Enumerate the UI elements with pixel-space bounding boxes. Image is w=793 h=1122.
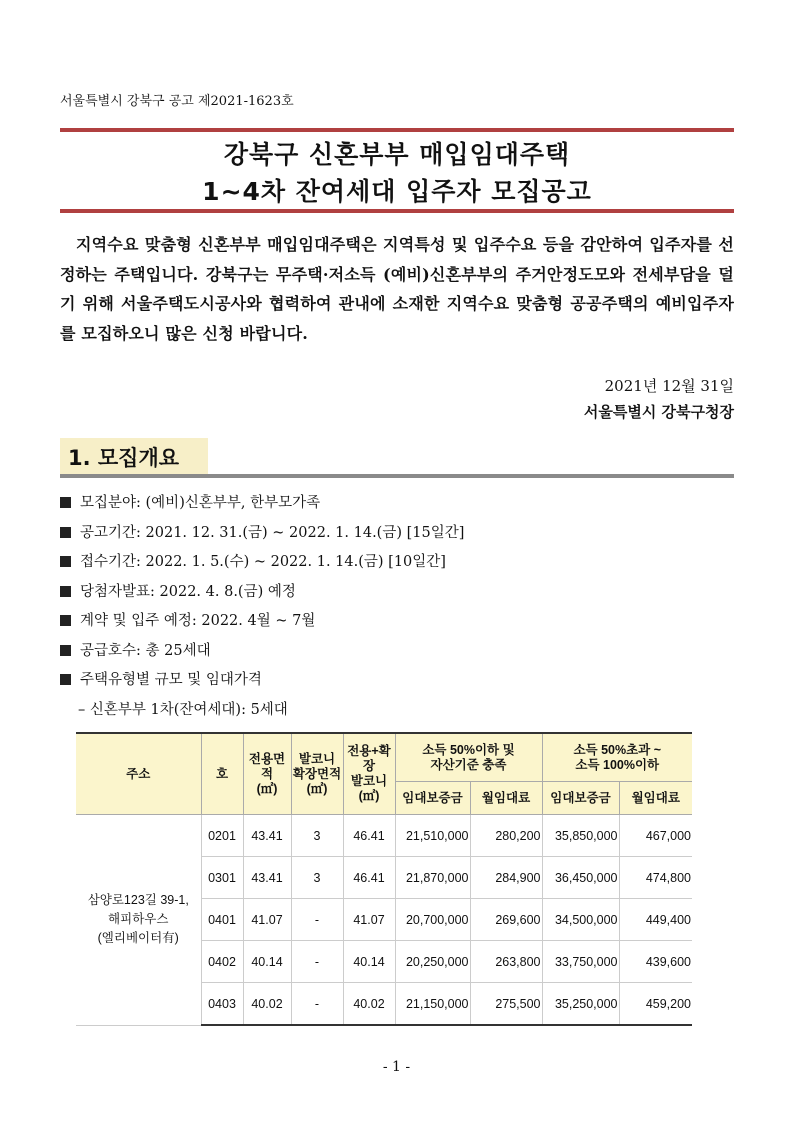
sub-heading: – 신혼부부 1차(잔여세대): 5세대 [78, 702, 288, 718]
table-header-row [76, 733, 692, 782]
title-rule-bottom [60, 209, 734, 213]
deposit1-cell: 20,250,000 [395, 941, 470, 983]
balcony-cell: - [291, 983, 343, 1026]
rent2-cell: 474,800 [619, 857, 692, 899]
table-row [76, 815, 692, 857]
rent1-cell: 280,200 [470, 815, 542, 857]
issuer: 서울특별시 강북구청장 [583, 403, 734, 421]
deposit1-cell: 21,150,000 [395, 983, 470, 1026]
header-balcony-area: 발코니 확장면적 (㎡) [291, 733, 343, 815]
square-bullet-icon [60, 645, 71, 656]
header-deposit-1: 임대보증금 [395, 782, 470, 815]
balcony-cell: 3 [291, 815, 343, 857]
bullet-item: 주택유형별 규모 및 임대가격 [60, 666, 464, 696]
square-bullet-icon [60, 527, 71, 538]
rent2-cell: 459,200 [619, 983, 692, 1026]
rent1-cell: 275,500 [470, 983, 542, 1026]
square-bullet-icon [60, 615, 71, 626]
rent2-cell: 467,000 [619, 815, 692, 857]
bullet-item: 공고기간: 2021. 12. 31.(금) ~ 2022. 1. 14.(금) [15일간] [60, 519, 464, 549]
area-cell: 40.02 [243, 983, 291, 1026]
notice-date: 2021년 12월 31일 [604, 377, 734, 395]
deposit1-cell: 21,870,000 [395, 857, 470, 899]
balcony-cell: - [291, 941, 343, 983]
unit-cell: 0402 [201, 941, 243, 983]
deposit2-cell: 35,850,000 [542, 815, 619, 857]
section-title: 1. 모집개요 [68, 446, 180, 470]
rent1-cell: 263,800 [470, 941, 542, 983]
deposit2-cell: 33,750,000 [542, 941, 619, 983]
title-line-2: 1~4차 잔여세대 입주자 모집공고 [202, 177, 592, 206]
square-bullet-icon [60, 586, 71, 597]
unit-cell: 0201 [201, 815, 243, 857]
header-group-income-100: 소득 50%초과 ~ 소득 100%이하 [542, 733, 692, 782]
intro-paragraph: 지역수요 맞춤형 신혼부부 매입임대주택은 지역특성 및 입주수요 등을 감안하여 입주자를 선정하는 주택입니다. 강북구는 무주택·저소득 (예비)신혼부부의 주거안정도모와 전세부담을 덜기 위해 서울주택도시공사와 협력하여 관내에 소재한 지역수요 맞춤형 공공주택의 예비입주자를 모집하오니 많은 신청 바랍니다. [60, 235, 734, 343]
bullet-item: 모집분야: (예비)신혼부부, 한부모가족 [60, 489, 464, 519]
bullet-item: 계약 및 입주 예정: 2022. 4월 ~ 7월 [60, 607, 464, 637]
header-group-income-50: 소득 50%이하 및 자산기준 충족 [395, 733, 542, 782]
header-rent-2: 월임대료 [619, 782, 692, 815]
square-bullet-icon [60, 497, 71, 508]
title-rule-top [60, 128, 734, 132]
deposit2-cell: 34,500,000 [542, 899, 619, 941]
bullet-item: 공급호수: 총 25세대 [60, 637, 464, 667]
bullet-list [60, 489, 464, 696]
rent2-cell: 439,600 [619, 941, 692, 983]
deposit1-cell: 20,700,000 [395, 899, 470, 941]
rent1-cell: 284,900 [470, 857, 542, 899]
header-unit: 호 [201, 733, 243, 815]
balcony-cell: - [291, 899, 343, 941]
deposit1-cell: 21,510,000 [395, 815, 470, 857]
total-area-cell: 46.41 [343, 815, 395, 857]
area-cell: 41.07 [243, 899, 291, 941]
title-box [60, 128, 734, 214]
total-area-cell: 40.14 [343, 941, 395, 983]
rent1-cell: 269,600 [470, 899, 542, 941]
rent2-cell: 449,400 [619, 899, 692, 941]
balcony-cell: 3 [291, 857, 343, 899]
total-area-cell: 46.41 [343, 857, 395, 899]
square-bullet-icon [60, 674, 71, 685]
notice-number: 서울특별시 강북구 공고 제2021-1623호 [60, 94, 294, 109]
header-exclusive-plus: 전용+확장 발코니 (㎡) [343, 733, 395, 815]
section-rule [60, 474, 734, 478]
address-cell: 삼양로123길 39-1, 해피하우스 (엘리베이터有) [76, 815, 201, 1026]
total-area-cell: 41.07 [343, 899, 395, 941]
unit-cell: 0401 [201, 899, 243, 941]
bullet-item: 당첨자발표: 2022. 4. 8.(금) 예정 [60, 578, 464, 608]
area-cell: 43.41 [243, 815, 291, 857]
deposit2-cell: 36,450,000 [542, 857, 619, 899]
header-deposit-2: 임대보증금 [542, 782, 619, 815]
page-number: - 1 - [382, 1059, 411, 1075]
rental-table [76, 732, 692, 1026]
header-exclusive-area: 전용면적 (㎡) [243, 733, 291, 815]
total-area-cell: 40.02 [343, 983, 395, 1026]
bullet-item: 접수기간: 2022. 1. 5.(수) ~ 2022. 1. 14.(금) [10일간] [60, 548, 464, 578]
header-address: 주소 [76, 733, 201, 815]
area-cell: 40.14 [243, 941, 291, 983]
unit-cell: 0301 [201, 857, 243, 899]
deposit2-cell: 35,250,000 [542, 983, 619, 1026]
header-rent-1: 월임대료 [470, 782, 542, 815]
unit-cell: 0403 [201, 983, 243, 1026]
title-line-1: 강북구 신혼부부 매입임대주택 [223, 140, 571, 169]
square-bullet-icon [60, 556, 71, 567]
area-cell: 43.41 [243, 857, 291, 899]
